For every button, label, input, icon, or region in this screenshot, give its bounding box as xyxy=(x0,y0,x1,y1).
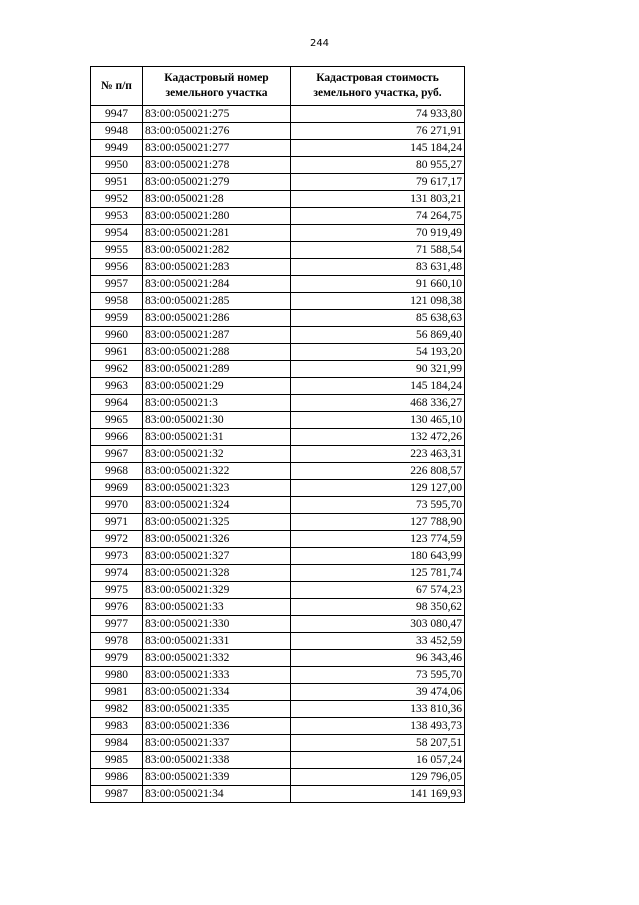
row-number-cell: 9976 xyxy=(91,599,143,616)
cadastral-value-cell: 96 343,46 xyxy=(291,650,465,667)
cadastral-number-cell: 83:00:050021:282 xyxy=(143,242,291,259)
row-number-cell: 9985 xyxy=(91,752,143,769)
cadastral-value-cell: 132 472,26 xyxy=(291,429,465,446)
cadastral-value-cell: 79 617,17 xyxy=(291,174,465,191)
row-number-cell: 9947 xyxy=(91,106,143,123)
table-row xyxy=(91,480,465,497)
cadastral-value-cell: 39 474,06 xyxy=(291,684,465,701)
cadastral-number-cell: 83:00:050021:30 xyxy=(143,412,291,429)
cadastral-value-cell: 123 774,59 xyxy=(291,531,465,548)
cadastral-value-cell: 58 207,51 xyxy=(291,735,465,752)
table-row xyxy=(91,786,465,803)
row-number-cell: 9984 xyxy=(91,735,143,752)
table-row xyxy=(91,701,465,718)
row-number-cell: 9958 xyxy=(91,293,143,310)
cadastral-number-cell: 83:00:050021:33 xyxy=(143,599,291,616)
row-number-cell: 9948 xyxy=(91,123,143,140)
table-row xyxy=(91,599,465,616)
cadastral-value-cell: 127 788,90 xyxy=(291,514,465,531)
cadastral-number-cell: 83:00:050021:279 xyxy=(143,174,291,191)
cadastral-number-cell: 83:00:050021:288 xyxy=(143,344,291,361)
cadastral-value-cell: 130 465,10 xyxy=(291,412,465,429)
cadastral-value-cell: 303 080,47 xyxy=(291,616,465,633)
row-number-cell: 9978 xyxy=(91,633,143,650)
row-number-cell: 9980 xyxy=(91,667,143,684)
cadastral-number-cell: 83:00:050021:278 xyxy=(143,157,291,174)
cadastral-number-cell: 83:00:050021:287 xyxy=(143,327,291,344)
table-row xyxy=(91,667,465,684)
cadastral-number-cell: 83:00:050021:323 xyxy=(143,480,291,497)
cadastral-value-cell: 468 336,27 xyxy=(291,395,465,412)
cadastral-value-cell: 125 781,74 xyxy=(291,565,465,582)
table-row xyxy=(91,157,465,174)
cadastral-value-cell: 70 919,49 xyxy=(291,225,465,242)
cadastral-number-cell: 83:00:050021:331 xyxy=(143,633,291,650)
cadastral-value-cell: 141 169,93 xyxy=(291,786,465,803)
row-number-cell: 9987 xyxy=(91,786,143,803)
row-number-cell: 9973 xyxy=(91,548,143,565)
header-row-number: № п/п xyxy=(91,67,143,106)
cadastral-number-cell: 83:00:050021:285 xyxy=(143,293,291,310)
table-row xyxy=(91,361,465,378)
row-number-cell: 9960 xyxy=(91,327,143,344)
table-row xyxy=(91,327,465,344)
cadastral-value-cell: 56 869,40 xyxy=(291,327,465,344)
cadastral-value-cell: 121 098,38 xyxy=(291,293,465,310)
cadastral-value-cell: 71 588,54 xyxy=(291,242,465,259)
cadastral-number-cell: 83:00:050021:337 xyxy=(143,735,291,752)
cadastral-number-cell: 83:00:050021:324 xyxy=(143,497,291,514)
cadastral-value-cell: 145 184,24 xyxy=(291,378,465,395)
row-number-cell: 9953 xyxy=(91,208,143,225)
cadastral-number-cell: 83:00:050021:275 xyxy=(143,106,291,123)
cadastral-number-cell: 83:00:050021:32 xyxy=(143,446,291,463)
cadastral-value-cell: 67 574,23 xyxy=(291,582,465,599)
cadastral-number-cell: 83:00:050021:333 xyxy=(143,667,291,684)
cadastral-value-cell: 223 463,31 xyxy=(291,446,465,463)
table-row xyxy=(91,174,465,191)
cadastral-number-cell: 83:00:050021:277 xyxy=(143,140,291,157)
table-row xyxy=(91,735,465,752)
table-row xyxy=(91,446,465,463)
table-row xyxy=(91,531,465,548)
cadastral-number-cell: 83:00:050021:325 xyxy=(143,514,291,531)
table-body xyxy=(91,106,465,803)
row-number-cell: 9972 xyxy=(91,531,143,548)
row-number-cell: 9967 xyxy=(91,446,143,463)
table-row xyxy=(91,718,465,735)
row-number-cell: 9977 xyxy=(91,616,143,633)
cadastral-number-cell: 83:00:050021:338 xyxy=(143,752,291,769)
cadastral-value-cell: 145 184,24 xyxy=(291,140,465,157)
table-row xyxy=(91,378,465,395)
row-number-cell: 9983 xyxy=(91,718,143,735)
row-number-cell: 9982 xyxy=(91,701,143,718)
cadastral-number-cell: 83:00:050021:3 xyxy=(143,395,291,412)
cadastral-value-cell: 91 660,10 xyxy=(291,276,465,293)
row-number-cell: 9968 xyxy=(91,463,143,480)
cadastral-number-cell: 83:00:050021:280 xyxy=(143,208,291,225)
cadastral-number-cell: 83:00:050021:328 xyxy=(143,565,291,582)
page-number: 244 xyxy=(309,38,330,49)
row-number-cell: 9963 xyxy=(91,378,143,395)
cadastral-value-cell: 180 643,99 xyxy=(291,548,465,565)
cadastral-value-cell: 85 638,63 xyxy=(291,310,465,327)
row-number-cell: 9979 xyxy=(91,650,143,667)
cadastral-value-table xyxy=(90,66,465,803)
cadastral-value-cell: 129 796,05 xyxy=(291,769,465,786)
cadastral-number-cell: 83:00:050021:29 xyxy=(143,378,291,395)
table-row xyxy=(91,497,465,514)
row-number-cell: 9986 xyxy=(91,769,143,786)
table-row xyxy=(91,565,465,582)
row-number-cell: 9966 xyxy=(91,429,143,446)
cadastral-value-cell: 83 631,48 xyxy=(291,259,465,276)
cadastral-number-cell: 83:00:050021:330 xyxy=(143,616,291,633)
cadastral-value-cell: 73 595,70 xyxy=(291,497,465,514)
cadastral-number-cell: 83:00:050021:332 xyxy=(143,650,291,667)
cadastral-value-cell: 16 057,24 xyxy=(291,752,465,769)
table-row xyxy=(91,123,465,140)
cadastral-value-cell: 131 803,21 xyxy=(291,191,465,208)
cadastral-number-cell: 83:00:050021:31 xyxy=(143,429,291,446)
row-number-cell: 9950 xyxy=(91,157,143,174)
table-row xyxy=(91,140,465,157)
table-row xyxy=(91,344,465,361)
row-number-cell: 9954 xyxy=(91,225,143,242)
table-row xyxy=(91,208,465,225)
row-number-cell: 9971 xyxy=(91,514,143,531)
table-header-row xyxy=(91,67,465,106)
table-row xyxy=(91,395,465,412)
row-number-cell: 9956 xyxy=(91,259,143,276)
row-number-cell: 9957 xyxy=(91,276,143,293)
cadastral-number-cell: 83:00:050021:283 xyxy=(143,259,291,276)
cadastral-number-cell: 83:00:050021:34 xyxy=(143,786,291,803)
row-number-cell: 9951 xyxy=(91,174,143,191)
header-cadastral-number: Кадастровый номер земельного участка xyxy=(143,67,291,106)
cadastral-value-cell: 90 321,99 xyxy=(291,361,465,378)
table-row xyxy=(91,514,465,531)
row-number-cell: 9949 xyxy=(91,140,143,157)
table-row xyxy=(91,412,465,429)
table-row xyxy=(91,769,465,786)
cadastral-value-cell: 133 810,36 xyxy=(291,701,465,718)
table-row xyxy=(91,616,465,633)
cadastral-value-cell: 138 493,73 xyxy=(291,718,465,735)
row-number-cell: 9970 xyxy=(91,497,143,514)
cadastral-number-cell: 83:00:050021:334 xyxy=(143,684,291,701)
row-number-cell: 9952 xyxy=(91,191,143,208)
cadastral-number-cell: 83:00:050021:336 xyxy=(143,718,291,735)
cadastral-number-cell: 83:00:050021:289 xyxy=(143,361,291,378)
cadastral-number-cell: 83:00:050021:329 xyxy=(143,582,291,599)
table-row xyxy=(91,225,465,242)
cadastral-value-cell: 80 955,27 xyxy=(291,157,465,174)
row-number-cell: 9969 xyxy=(91,480,143,497)
cadastral-number-cell: 83:00:050021:281 xyxy=(143,225,291,242)
cadastral-number-cell: 83:00:050021:286 xyxy=(143,310,291,327)
cadastral-value-cell: 226 808,57 xyxy=(291,463,465,480)
table-row xyxy=(91,752,465,769)
row-number-cell: 9974 xyxy=(91,565,143,582)
cadastral-value-cell: 129 127,00 xyxy=(291,480,465,497)
header-cadastral-value: Кадастровая стоимость земельного участка, руб. xyxy=(291,67,465,106)
table-row xyxy=(91,242,465,259)
cadastral-number-cell: 83:00:050021:335 xyxy=(143,701,291,718)
cadastral-number-cell: 83:00:050021:326 xyxy=(143,531,291,548)
row-number-cell: 9964 xyxy=(91,395,143,412)
cadastral-number-cell: 83:00:050021:339 xyxy=(143,769,291,786)
cadastral-value-cell: 74 933,80 xyxy=(291,106,465,123)
cadastral-value-cell: 76 271,91 xyxy=(291,123,465,140)
table-row xyxy=(91,310,465,327)
row-number-cell: 9959 xyxy=(91,310,143,327)
cadastral-number-cell: 83:00:050021:327 xyxy=(143,548,291,565)
cadastral-value-cell: 98 350,62 xyxy=(291,599,465,616)
table-row xyxy=(91,191,465,208)
cadastral-number-cell: 83:00:050021:276 xyxy=(143,123,291,140)
cadastral-value-cell: 74 264,75 xyxy=(291,208,465,225)
row-number-cell: 9962 xyxy=(91,361,143,378)
table-row xyxy=(91,293,465,310)
table-row xyxy=(91,684,465,701)
row-number-cell: 9981 xyxy=(91,684,143,701)
row-number-cell: 9961 xyxy=(91,344,143,361)
cadastral-number-cell: 83:00:050021:322 xyxy=(143,463,291,480)
table-row xyxy=(91,429,465,446)
cadastral-number-cell: 83:00:050021:28 xyxy=(143,191,291,208)
table-row xyxy=(91,463,465,480)
table-row xyxy=(91,276,465,293)
table-row xyxy=(91,650,465,667)
table-row xyxy=(91,259,465,276)
table-row xyxy=(91,548,465,565)
cadastral-number-cell: 83:00:050021:284 xyxy=(143,276,291,293)
row-number-cell: 9975 xyxy=(91,582,143,599)
cadastral-value-cell: 33 452,59 xyxy=(291,633,465,650)
table-row xyxy=(91,106,465,123)
table-row xyxy=(91,582,465,599)
cadastral-value-cell: 54 193,20 xyxy=(291,344,465,361)
row-number-cell: 9965 xyxy=(91,412,143,429)
cadastral-value-cell: 73 595,70 xyxy=(291,667,465,684)
table-row xyxy=(91,633,465,650)
row-number-cell: 9955 xyxy=(91,242,143,259)
